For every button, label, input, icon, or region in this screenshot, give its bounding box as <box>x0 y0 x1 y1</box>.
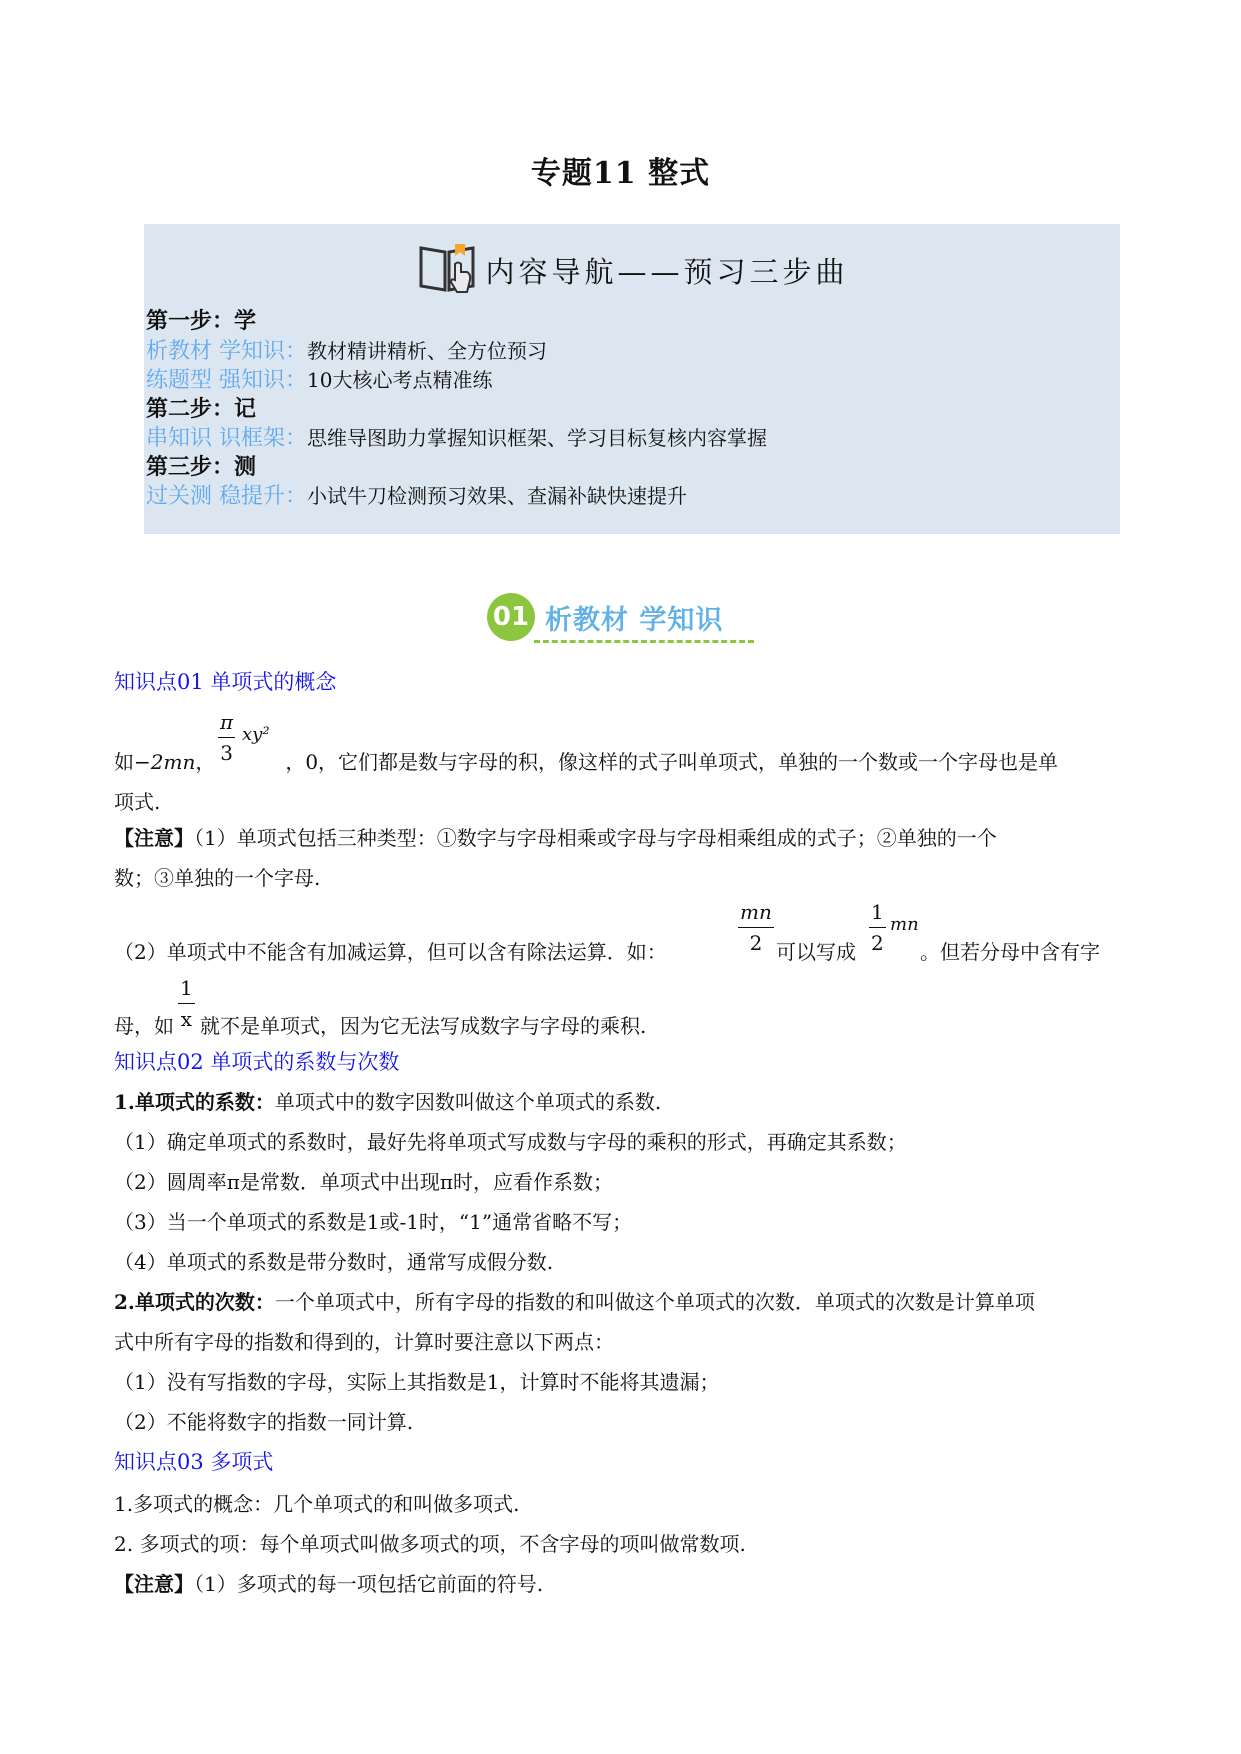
kp1-note-cont: 数；③单独的一个字母. <box>114 866 321 890</box>
page-title: 专题11 整式 <box>530 156 711 191</box>
fraction-tail: xy² <box>242 724 270 745</box>
fraction-tail: mn <box>890 914 919 935</box>
step2-heading: 第二步：记 <box>146 396 257 422</box>
section-title: 析教材 学知识 <box>545 604 724 636</box>
kp1-line1 <box>114 746 1058 775</box>
fraction-numerator: 1 <box>869 900 886 928</box>
badge-underline <box>534 640 754 643</box>
fraction-denominator: x <box>180 1007 192 1031</box>
nav-item <box>146 334 547 365</box>
kp1-note2-mid: 可以写成 <box>776 940 856 964</box>
kp1-note3-end: 就不是单项式，因为它无法写成数字与字母的乘积. <box>200 1014 647 1038</box>
fraction-1-over-x <box>178 976 195 1031</box>
nav-item-desc: 教材精讲精析、全方位预习 <box>307 339 547 363</box>
nav-item <box>146 479 687 510</box>
nav-title: 内容导航——预习三步曲 <box>485 254 849 289</box>
kp1-line2: 项式. <box>114 790 161 814</box>
degree-label: 2.单项式的次数： <box>114 1290 275 1314</box>
kp2-degree-cont: 式中所有字母的指数和得到的，计算时要注意以下两点： <box>114 1330 614 1354</box>
coef-label: 1.单项式的系数： <box>114 1090 275 1114</box>
fraction-numerator: π <box>218 710 235 738</box>
kp3-heading: 知识点03 多项式 <box>114 1450 274 1474</box>
fraction-mn-over-2 <box>738 900 774 955</box>
text: （1）单项式包括三种类型：①数字与字母相乘或字母与字母相乘组成的式子；②单独的一个 <box>194 826 997 850</box>
kp2-degree <box>114 1286 1035 1315</box>
fraction-denominator: 2 <box>749 931 763 955</box>
expr-neg-2mn: −2mn <box>134 750 196 774</box>
kp3-item: 1.多项式的概念：几个单项式的和叫做多项式. <box>114 1492 520 1516</box>
kp1-note2-end: 。但若分母中含有字 <box>920 940 1100 964</box>
fraction-denominator: 2 <box>871 931 884 955</box>
step3-heading: 第三步：测 <box>146 454 257 480</box>
nav-item-label: 练题型 强知识： <box>146 368 307 393</box>
text: 一个单项式中，所有字母的指数的和叫做这个单项式的次数．单项式的次数是计算单项 <box>274 1290 1035 1314</box>
note-label: 【注意】 <box>114 826 194 850</box>
content-navigation-box <box>144 224 1120 534</box>
step1-heading: 第一步：学 <box>146 308 257 334</box>
text: ， <box>195 750 216 774</box>
kp2-coef-item: （4）单项式的系数是带分数时，通常写成假分数. <box>114 1250 554 1274</box>
fraction-1-over-2 <box>869 900 886 955</box>
kp1-note3: 母，如 <box>114 1014 174 1038</box>
fraction-numerator: mn <box>738 900 774 928</box>
book-hand-icon <box>415 238 479 302</box>
nav-item-label: 析教材 学知识： <box>146 339 307 364</box>
kp2-coef-item: （1）确定单项式的系数时，最好先将单项式写成数与字母的乘积的形式，再确定其系数； <box>114 1130 907 1154</box>
kp2-heading: 知识点02 单项式的系数与次数 <box>114 1050 400 1074</box>
text: 如 <box>114 750 134 774</box>
kp1-note <box>114 822 997 851</box>
nav-item-label: 串知识 识框架： <box>146 426 307 451</box>
text: （2）单项式中不能含有加减运算，但可以含有除法运算．如： <box>114 940 667 964</box>
kp2-degree-item: （2）不能将数字的指数一同计算. <box>114 1410 414 1434</box>
nav-item-desc: 小试牛刀检测预习效果、查漏补缺快速提升 <box>307 484 687 508</box>
nav-header <box>144 238 1120 302</box>
nav-item-label: 过关测 稳提升： <box>146 484 307 509</box>
fraction-denominator: 3 <box>220 741 233 765</box>
nav-item <box>146 421 767 452</box>
text: ，0，它们都是数与字母的积，像这样的式子叫单项式，单独的一个数或一个字母也是单 <box>285 750 1059 774</box>
kp2-coef <box>114 1086 661 1115</box>
kp3-item: 2. 多项式的项：每个单项式叫做多项式的项，不含字母的项叫做常数项. <box>114 1532 746 1556</box>
section-badge <box>487 593 723 641</box>
kp1-note2 <box>114 936 667 965</box>
fraction-numerator: 1 <box>178 976 195 1004</box>
kp2-degree-item: （1）没有写指数的字母，实际上其指数是1，计算时不能将其遗漏； <box>114 1370 720 1394</box>
kp2-coef-item: （2）圆周率π是常数．单项式中出现π时，应看作系数； <box>114 1170 614 1194</box>
kp1-heading: 知识点01 单项式的概念 <box>114 670 337 694</box>
note-label: 【注意】 <box>114 1572 194 1596</box>
text: 单项式中的数字因数叫做这个单项式的系数. <box>274 1090 662 1114</box>
kp2-coef-item: （3）当一个单项式的系数是1或-1时，“1”通常省略不写； <box>114 1210 633 1234</box>
nav-item-desc: 10大核心考点精准练 <box>307 368 493 392</box>
nav-item <box>146 363 492 394</box>
text: （1）多项式的每一项包括它前面的符号. <box>194 1572 544 1596</box>
nav-item-desc: 思维导图助力掌握知识框架、学习目标复核内容掌握 <box>307 426 767 450</box>
section-number: 01 <box>487 593 535 641</box>
kp3-note <box>114 1568 543 1597</box>
